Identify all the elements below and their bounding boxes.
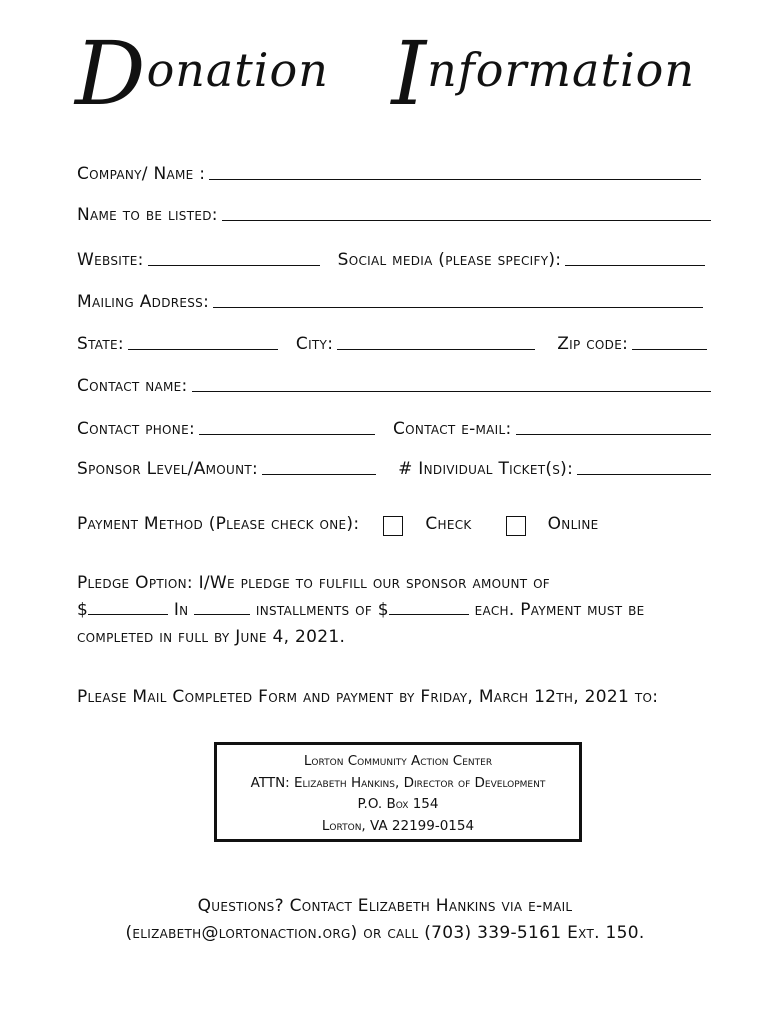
pledge-in-label: In [173, 600, 189, 620]
pledge-each-label: each. Payment must be [474, 600, 645, 620]
sponsor-level-field[interactable] [262, 474, 376, 475]
mail-instruction: Please Mail Completed Form and payment by Friday, March 12th, 2021 to: [77, 687, 659, 707]
payment-method-label: Payment Method (Please check one): [77, 514, 360, 534]
state-label: State: [77, 334, 124, 354]
title-initial-d: D [75, 22, 147, 125]
website-label: Website: [77, 250, 144, 270]
company-name-label: Company/ Name : [77, 164, 206, 184]
name-listed-row [77, 201, 711, 225]
mailing-address-box [214, 742, 582, 842]
footer-line-2: (elizabeth@lortonaction.org) or call (703) 339-5161 Ext. 150. [125, 923, 645, 943]
mailing-address-field[interactable] [213, 307, 703, 308]
contact-name-label: Contact name: [77, 376, 188, 396]
sponsor-tickets-row [77, 455, 711, 479]
website-social-row [77, 246, 705, 270]
website-field[interactable] [148, 265, 320, 266]
zip-field[interactable] [632, 349, 707, 350]
payment-method-row [77, 510, 711, 534]
contact-phone-label: Contact phone: [77, 419, 195, 439]
pledge-dollar-label: $ [77, 600, 89, 620]
address-po-box: P.O. Box 154 [357, 796, 439, 812]
contact-name-row [77, 372, 711, 396]
check-checkbox[interactable] [383, 516, 403, 536]
pledge-line-1: Pledge Option: I/We pledge to fulfill our sponsor amount of [77, 573, 551, 593]
pledge-installment-amount-field[interactable] [389, 600, 469, 615]
social-media-field[interactable] [565, 265, 705, 266]
address-attn: ATTN: Elizabeth Hankins, Director of Development [250, 774, 546, 791]
state-field[interactable] [128, 349, 278, 350]
address-org: Lorton Community Action Center [303, 753, 493, 769]
contact-phone-field[interactable] [199, 434, 375, 435]
contact-name-field[interactable] [192, 391, 711, 392]
address-city-state: Lorton, VA 22199-0154 [321, 817, 475, 834]
name-listed-label: Name to be listed: [77, 205, 218, 225]
zip-label: Zip code: [557, 334, 629, 354]
company-name-field[interactable] [209, 179, 701, 180]
contact-phone-email-row [77, 415, 711, 439]
contact-footer [0, 893, 770, 947]
city-field[interactable] [337, 349, 535, 350]
form-title [0, 22, 770, 125]
pledge-line-2 [77, 597, 717, 624]
mailing-address-row [77, 288, 703, 312]
sponsor-level-label: Sponsor Level/Amount: [77, 459, 259, 479]
online-checkbox[interactable] [506, 516, 526, 536]
tickets-field[interactable] [577, 474, 711, 475]
footer-line-1: Questions? Contact Elizabeth Hankins via e-mail [197, 896, 573, 916]
contact-email-label: Contact e-mail: [393, 419, 512, 439]
pledge-amount-field[interactable] [88, 600, 168, 615]
contact-email-field[interactable] [516, 434, 711, 435]
tickets-label: # Individual Ticket(s): [398, 459, 574, 479]
city-label: City: [295, 334, 334, 354]
title-initial-i: I [391, 22, 428, 125]
pledge-installment-count-field[interactable] [194, 600, 250, 615]
name-listed-field[interactable] [222, 220, 711, 221]
online-option-label: Online [547, 514, 599, 534]
mailing-address-label: Mailing Address: [77, 292, 210, 312]
pledge-installments-label: installments of $ [255, 600, 389, 620]
pledge-paragraph [77, 570, 717, 651]
state-city-zip-row [77, 330, 707, 354]
social-media-label: Social media (please specify): [337, 250, 562, 270]
title-word-donation: onation [146, 43, 329, 97]
title-word-information: nformation [427, 43, 695, 97]
company-name-row [77, 160, 701, 184]
pledge-line-3: completed in full by June 4, 2021. [77, 627, 346, 647]
check-option-label: Check [425, 514, 472, 534]
